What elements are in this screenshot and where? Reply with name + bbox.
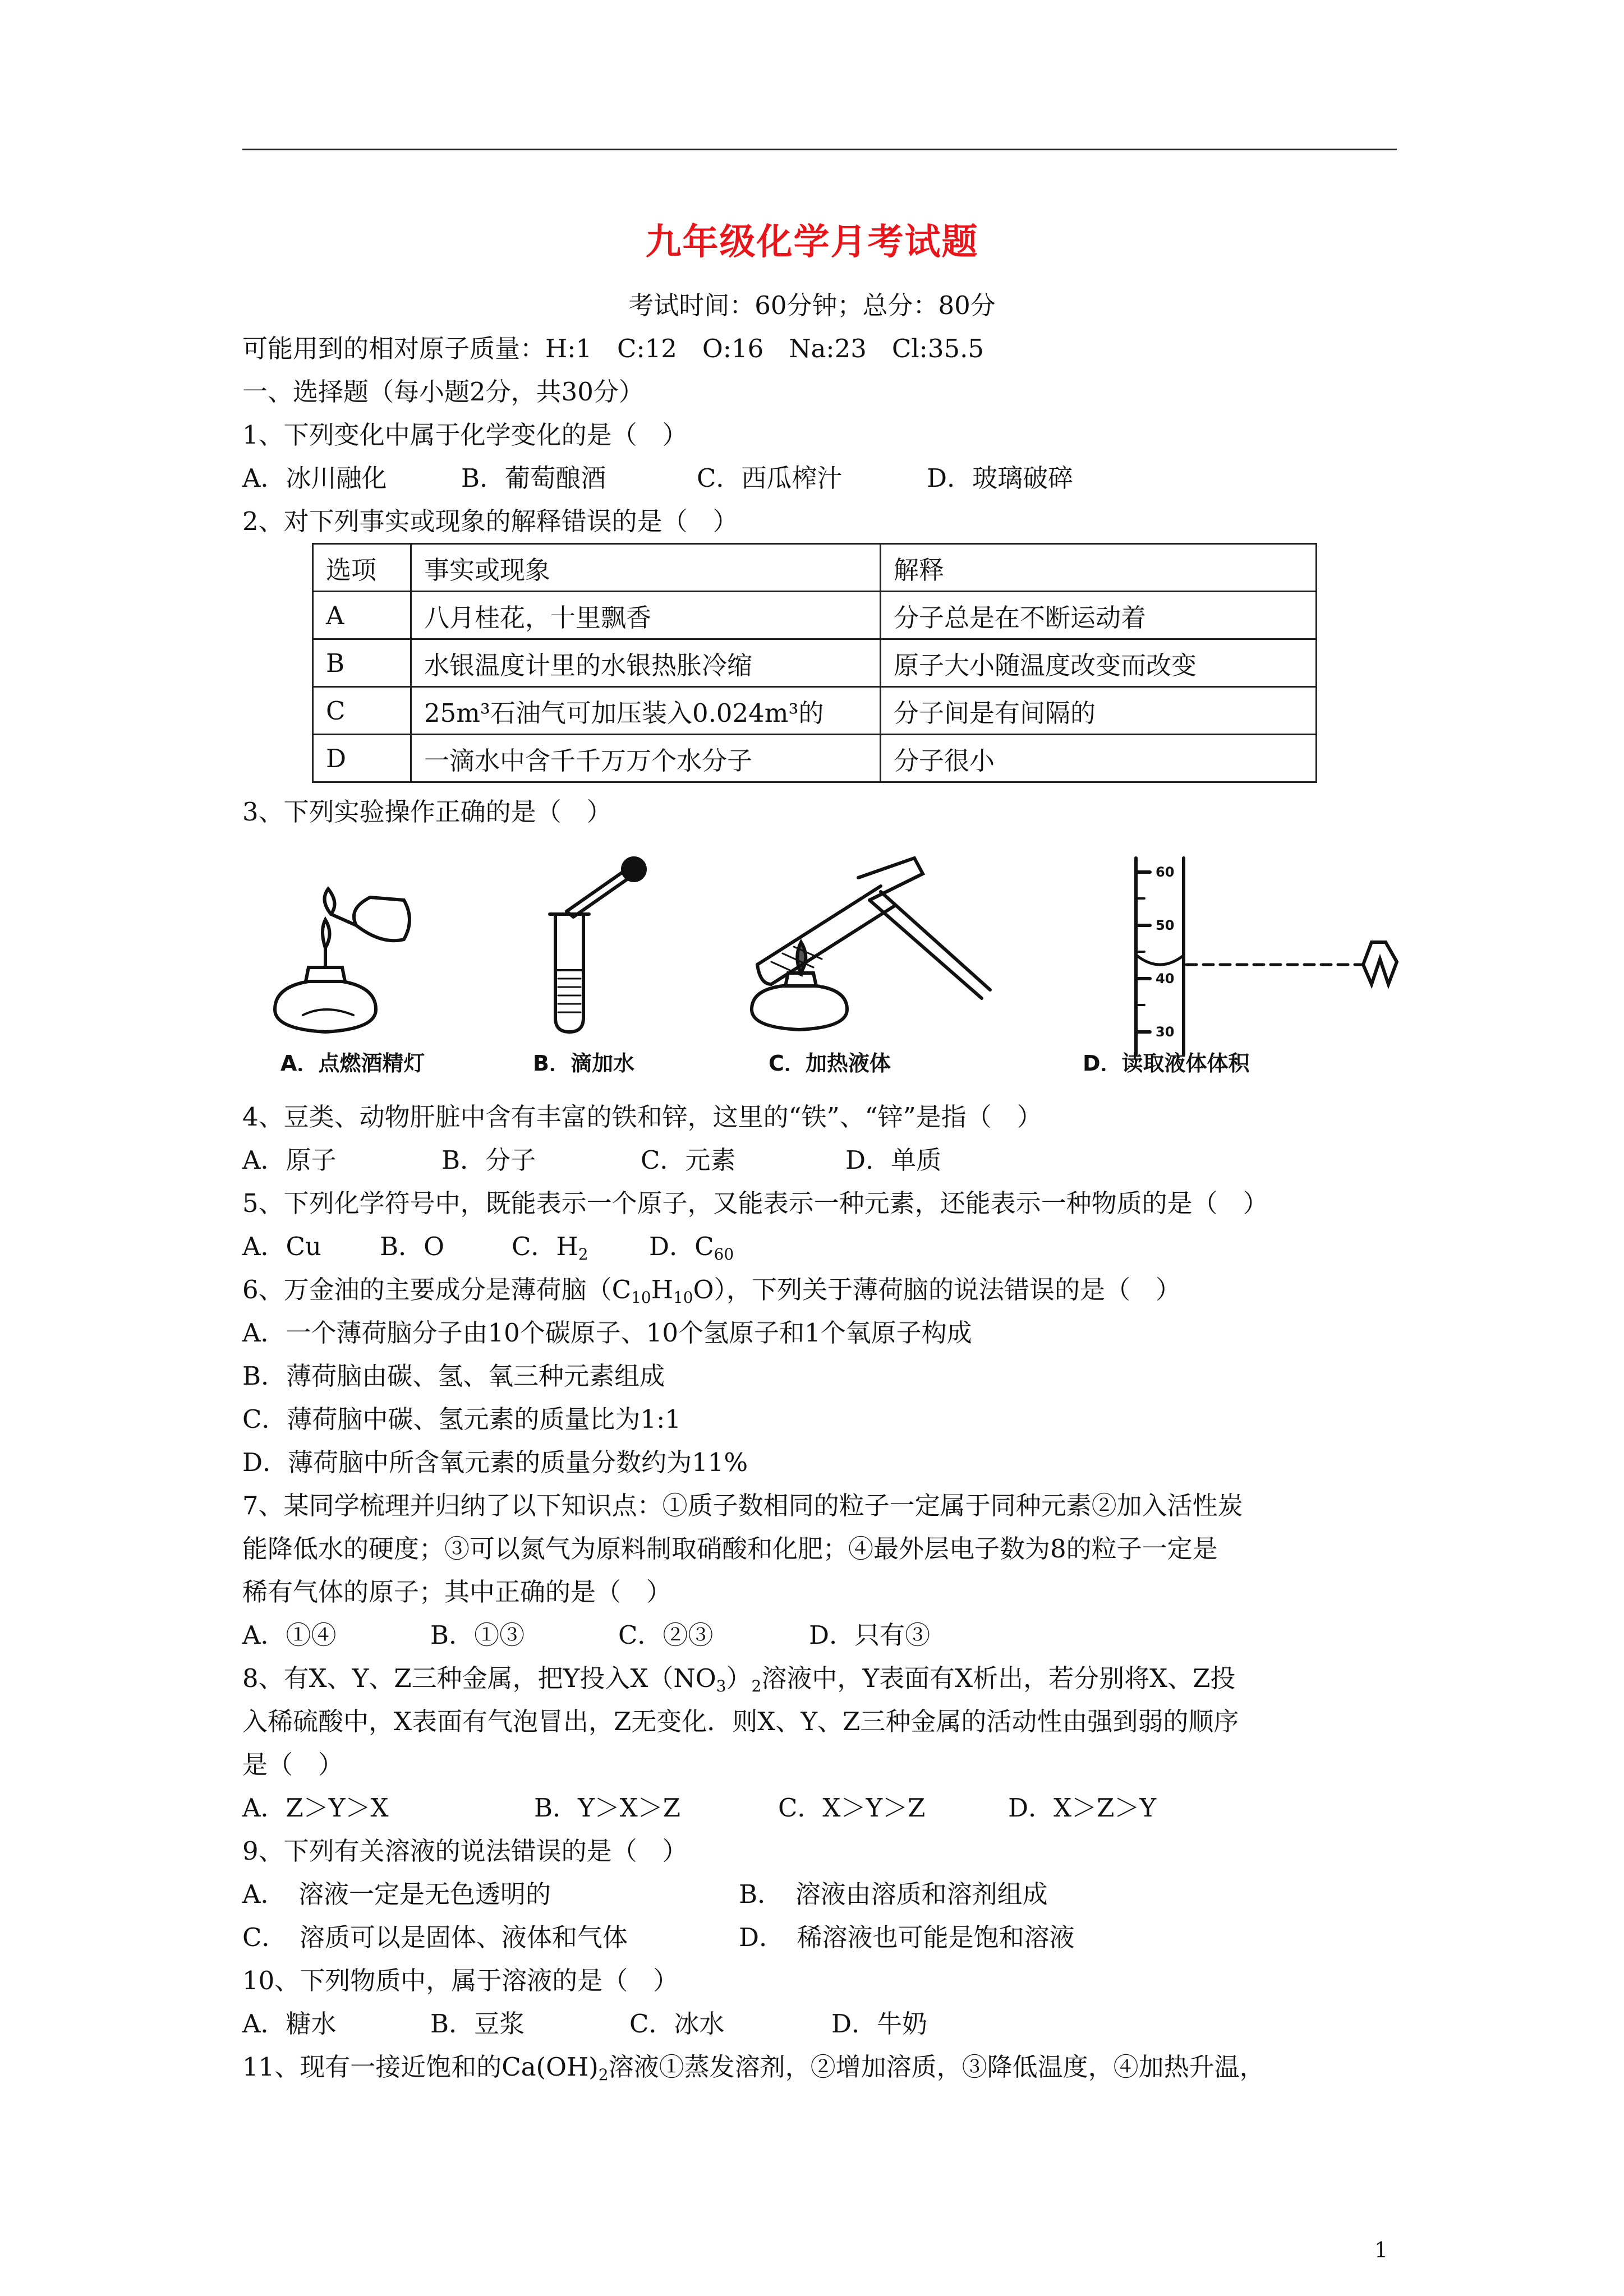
q9-option-c: C． 溶质可以是固体、液体和气体 — [242, 1922, 628, 1952]
section-heading: 一、选择题（每小题2分，共30分） — [242, 377, 644, 407]
question-7-stem-line-3: 稀有气体的原子；其中正确的是（ ） — [242, 1577, 672, 1607]
q9-option-b: B． 溶液由溶质和溶剂组成 — [739, 1879, 1048, 1909]
q7-option-d: D．只有③ — [809, 1620, 931, 1650]
question-1-stem: 1、下列变化中属于化学变化的是（ ） — [242, 420, 688, 450]
caption-a: A．点燃酒精灯 — [280, 1051, 425, 1076]
q10-option-c: C．冰水 — [629, 2009, 725, 2039]
question-8-stem-line-2: 入稀硫酸中，X表面有气泡冒出，Z无变化．则X、Y、Z三种金属的活动性由强到弱的顺序 — [242, 1707, 1239, 1736]
q9-option-d: D． 稀溶液也可能是饱和溶液 — [739, 1922, 1075, 1952]
q10-option-d: D．牛奶 — [831, 2009, 928, 2039]
table-row — [313, 687, 1317, 735]
q9-option-a: A． 溶液一定是无色透明的 — [242, 1879, 551, 1909]
q1-option-d: D．玻璃破碎 — [927, 463, 1074, 493]
q5-option-d — [649, 1230, 734, 1264]
table-cell: 八月桂花，十里飘香 — [411, 592, 881, 639]
q5-option-c-text: C．H — [512, 1232, 578, 1261]
question-7-options — [242, 1619, 930, 1652]
question-10-options — [242, 2007, 927, 2041]
q4-option-b: B．分子 — [441, 1145, 536, 1175]
caption-b: B．滴加水 — [533, 1051, 634, 1076]
q4-option-d: D．单质 — [845, 1145, 942, 1175]
caption-c: C．加热液体 — [769, 1051, 891, 1076]
q6-option-d: D．薄荷脑中所含氧元素的质量分数约为11% — [242, 1447, 748, 1477]
q8-option-c: C．X＞Y＞Z — [778, 1793, 926, 1823]
q6-hydrogen: H — [651, 1275, 673, 1304]
question-7-stem-line-1: 7、某同学梳理并归纳了以下知识点：①质子数相同的粒子一定属于同种元素②加入活性炭 — [242, 1491, 1243, 1520]
table-header-cell: 事实或现象 — [411, 544, 881, 592]
header-rule — [242, 149, 1397, 150]
question-8-stem-line-1 — [242, 1662, 1235, 1695]
question-10-stem: 10、下列物质中，属于溶液的是（ ） — [242, 1966, 679, 1995]
q1-option-b: B．葡萄酿酒 — [461, 463, 606, 493]
q6-sub-hydrogen: 10 — [673, 1288, 693, 1307]
q8-line1-post: 溶液中，Y表面有X析出，若分别将X、Z投 — [761, 1663, 1236, 1693]
table-cell: C — [313, 687, 411, 735]
table-cell: 水银温度计里的水银热胀冷缩 — [411, 639, 881, 687]
cylinder-tick-60: 60 — [1156, 864, 1175, 880]
table-cell: 一滴水中含千千万万个水分子 — [411, 735, 881, 782]
q5-option-d-sub: 60 — [714, 1245, 734, 1264]
question-5-options — [242, 1230, 734, 1264]
cylinder-tick-30: 30 — [1156, 1024, 1175, 1040]
test-tube-dropper-icon — [550, 872, 629, 1032]
q5-option-c-sub: 2 — [578, 1245, 588, 1264]
q6-option-b: B．薄荷脑由碳、氢、氧三种元素组成 — [242, 1361, 665, 1391]
q5-option-b: B．O — [380, 1232, 444, 1261]
q8-option-d: D．X＞Z＞Y — [1008, 1793, 1157, 1823]
q1-option-c: C．西瓜榨汁 — [697, 463, 843, 493]
table-cell: 25m³石油气可加压装入0.024m³的 — [411, 687, 881, 735]
table-header-row — [313, 544, 1317, 592]
q7-option-c: C．②③ — [618, 1620, 714, 1650]
table-cell: 分子很小 — [881, 735, 1317, 782]
question-11-stem — [242, 2050, 1265, 2084]
q8-option-b: B．Y＞X＞Z — [534, 1793, 681, 1823]
lab-operations-figure — [264, 847, 1414, 1082]
q11-stem-pre: 11、现有一接近饱和的Ca(OH) — [242, 2052, 599, 2082]
q7-option-a: A．①④ — [242, 1620, 337, 1650]
dropper-bulb-icon — [623, 858, 645, 880]
table-header-cell: 选项 — [313, 544, 411, 592]
q6-stem-pre: 6、万金油的主要成分是薄荷脑（C — [242, 1275, 632, 1304]
q8-line1-pre: 8、有X、Y、Z三种金属，把Y投入X（NO — [242, 1663, 716, 1693]
heating-tube-icon — [752, 858, 990, 1030]
q10-option-a: A．糖水 — [242, 2009, 337, 2039]
graduated-cylinder-icon — [1136, 858, 1397, 1054]
table-cell: B — [313, 639, 411, 687]
q11-sub: 2 — [598, 2066, 609, 2084]
question-9-stem: 9、下列有关溶液的说法错误的是（ ） — [242, 1836, 688, 1866]
question-5-stem: 5、下列化学符号中，既能表示一个原子，又能表示一种元素，还能表示一种物质的是（ ） — [242, 1188, 1268, 1218]
question-6-stem — [242, 1273, 1181, 1307]
question-2-table — [312, 543, 1317, 783]
question-7-stem-line-2: 能降低水的硬度；③可以氮气为原料制取硝酸和化肥；④最外层电子数为8的粒子一定是 — [242, 1534, 1218, 1564]
q6-sub-carbon: 10 — [631, 1288, 651, 1307]
alcohol-lamp-icon — [275, 889, 410, 1032]
question-2-stem: 2、对下列事实或现象的解释错误的是（ ） — [242, 506, 738, 536]
q6-option-c: C．薄荷脑中碳、氢元素的质量比为1:1 — [242, 1404, 681, 1434]
atomic-mass-note: 可能用到的相对原子质量：H:1 C:12 O:16 Na:23 Cl:35.5 — [242, 334, 984, 363]
table-cell: 分子总是在不断运动着 — [881, 592, 1317, 639]
q5-option-c — [512, 1230, 649, 1264]
q10-option-b: B．豆浆 — [430, 2009, 525, 2039]
q8-option-a: A．Z＞Y＞X — [242, 1793, 389, 1823]
q5-option-d-text: D．C — [649, 1232, 714, 1261]
table-cell: 原子大小随温度改变而改变 — [881, 639, 1317, 687]
exam-info: 考试时间：60分钟；总分：80分 — [628, 291, 996, 320]
table-cell: 分子间是有间隔的 — [881, 687, 1317, 735]
table-header-cell: 解释 — [881, 544, 1317, 592]
cylinder-tick-50: 50 — [1156, 918, 1175, 933]
question-3-stem: 3、下列实验操作正确的是（ ） — [242, 797, 612, 827]
page-number: 1 — [1374, 2238, 1388, 2262]
exam-title: 九年级化学月考试题 — [645, 221, 979, 263]
table-row — [313, 639, 1317, 687]
q8-line1-mid: ） — [726, 1663, 752, 1693]
question-8-stem-line-3: 是（ ） — [242, 1750, 344, 1779]
table-cell: D — [313, 735, 411, 782]
q11-stem-post: 溶液①蒸发溶剂，②增加溶质，③降低温度，④加热升温， — [608, 2052, 1265, 2082]
question-9-options-row-1 — [242, 1878, 1048, 1911]
table-row — [313, 735, 1317, 782]
table-cell: A — [313, 592, 411, 639]
q8-line1-sub2: 2 — [751, 1677, 762, 1695]
q6-stem-post: ），下列关于薄荷脑的说法错误的是（ ） — [714, 1275, 1181, 1304]
q6-option-a: A．一个薄荷脑分子由10个碳原子、10个氢原子和1个氧原子构成 — [242, 1318, 972, 1348]
question-8-options — [242, 1791, 1156, 1825]
question-4-stem: 4、豆类、动物肝脏中含有丰富的铁和锌，这里的“铁”、“锌”是指（ ） — [242, 1102, 1042, 1132]
cylinder-tick-40: 40 — [1156, 971, 1175, 986]
table-row — [313, 592, 1317, 639]
question-1-options — [242, 462, 1073, 495]
q5-option-a: A．Cu — [242, 1232, 321, 1261]
q8-line1-sub: 3 — [716, 1677, 726, 1695]
question-4-options — [242, 1144, 941, 1177]
q1-option-a: A．冰川融化 — [242, 463, 387, 493]
q4-option-a: A．原子 — [242, 1145, 337, 1175]
question-9-options-row-2 — [242, 1921, 1075, 1954]
q7-option-b: B．①③ — [430, 1620, 525, 1650]
q4-option-c: C．元素 — [641, 1145, 736, 1175]
caption-d: D．读取液体体积 — [1083, 1051, 1250, 1076]
q6-oxygen: O — [693, 1275, 714, 1304]
